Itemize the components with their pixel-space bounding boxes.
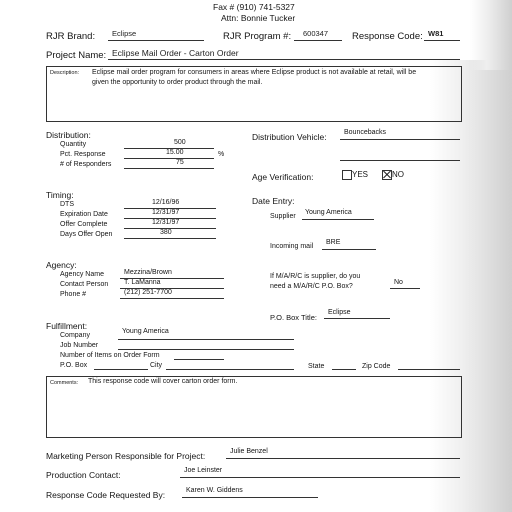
production-contact-underline xyxy=(180,477,460,478)
no-label: NO xyxy=(392,170,404,180)
incoming-mail-value: BRE xyxy=(326,239,341,246)
program-underline xyxy=(294,40,342,41)
brand-value: Eclipse xyxy=(112,29,137,38)
yes-label: YES xyxy=(352,170,369,180)
project-value: Eclipse Mail Order - Carton Order xyxy=(112,48,239,58)
offer-complete-label: Offer Complete xyxy=(60,221,108,228)
requested-by-label: Response Code Requested By: xyxy=(46,490,166,500)
city-underline xyxy=(166,369,294,370)
marc-question-underline xyxy=(390,288,420,289)
company-underline xyxy=(118,339,294,340)
response-code-value: W81 xyxy=(428,29,444,38)
responders-value: 75 xyxy=(176,159,184,166)
age-no-option[interactable] xyxy=(382,170,404,180)
description-label: Description: xyxy=(50,70,80,76)
company-label: Company xyxy=(60,332,90,339)
vehicle-label: Distribution Vehicle: xyxy=(252,132,327,142)
vehicle-underline-2 xyxy=(340,160,460,161)
brand-label: RJR Brand: xyxy=(46,31,96,42)
pct-response-value: 15.00 xyxy=(166,149,184,156)
incoming-mail-underline xyxy=(322,249,376,250)
distribution-title: Distribution: xyxy=(46,130,91,140)
supplier-label: Supplier xyxy=(270,213,296,220)
scan-shadow xyxy=(470,0,512,70)
pct-response-label: Pct. Response xyxy=(60,151,106,158)
requested-by-underline xyxy=(182,497,318,498)
comments-text: This response code will cover carton order form. xyxy=(88,378,238,385)
days-open-value: 380 xyxy=(160,229,172,236)
yes-checkbox[interactable] xyxy=(342,170,352,180)
project-underline xyxy=(108,59,460,60)
quantity-value: 500 xyxy=(174,139,186,146)
company-value: Young America xyxy=(122,328,169,335)
description-line-2: given the opportunity to order product through the mail. xyxy=(92,79,263,86)
agency-name-value: Mezzina/Brown xyxy=(124,269,172,276)
scan-shadow xyxy=(430,60,512,512)
supplier-underline xyxy=(302,219,374,220)
fax-number: Fax # (910) 741-5327 xyxy=(213,2,295,12)
vehicle-value: Bouncebacks xyxy=(344,129,387,136)
marc-question-line-2: need a M/A/R/C P.O. Box? xyxy=(270,283,353,290)
po-box-title-value: Eclipse xyxy=(328,309,351,316)
items-on-order-label: Number of Items on Order Form xyxy=(60,352,160,359)
timing-title: Timing: xyxy=(46,190,74,200)
dts-value: 12/16/96 xyxy=(152,199,180,206)
response-code-underline xyxy=(424,40,460,41)
program-value: 600347 xyxy=(303,29,329,38)
job-number-underline xyxy=(118,349,294,350)
state-underline xyxy=(332,369,356,370)
zip-code-label: Zip Code xyxy=(362,363,391,370)
incoming-mail-label: Incoming mail xyxy=(270,243,314,250)
brand-underline xyxy=(108,40,204,41)
marketing-person-underline xyxy=(226,458,460,459)
quantity-label: Quantity xyxy=(60,141,87,148)
agency-title: Agency: xyxy=(46,260,77,270)
city-label: City xyxy=(150,362,163,369)
expiration-value: 12/31/97 xyxy=(152,209,180,216)
items-on-order-underline xyxy=(174,359,224,360)
attention-line: Attn: Bonnie Tucker xyxy=(221,13,296,23)
comments-box xyxy=(46,376,462,438)
date-entry-title: Date Entry: xyxy=(252,196,295,206)
pct-underline xyxy=(124,158,214,159)
age-verification-label: Age Verification: xyxy=(252,172,314,182)
contact-person-label: Contact Person xyxy=(60,281,109,288)
supplier-value: Young America xyxy=(305,209,352,216)
description-line-1: Eclipse mail order program for consumers in areas where Eclipse product is not available at retail, will be xyxy=(92,69,417,76)
days-open-label: Days Offer Open xyxy=(60,231,113,238)
expiration-label: Expiration Date xyxy=(60,211,108,218)
job-number-label: Job Number xyxy=(60,342,99,349)
dts-label: DTS xyxy=(60,201,74,208)
project-label: Project Name: xyxy=(46,50,107,61)
phone-label: Phone # xyxy=(60,291,87,298)
phone-value: (212) 251-7700 xyxy=(124,289,172,296)
po-box-underline xyxy=(94,369,148,370)
production-contact-label: Production Contact: xyxy=(46,470,121,480)
offer-complete-value: 12/31/97 xyxy=(152,219,180,226)
response-code-label: Response Code: xyxy=(352,31,423,42)
marketing-person-label: Marketing Person Responsible for Project: xyxy=(46,451,206,461)
pct-unit: % xyxy=(218,151,225,158)
contact-person-value: T. LaManna xyxy=(124,279,161,286)
zip-code-underline xyxy=(398,369,460,370)
marc-question-line-1: If M/A/R/C is supplier, do you xyxy=(270,273,361,280)
po-box-title-underline xyxy=(324,318,390,319)
agency-name-label: Agency Name xyxy=(60,271,104,278)
no-checkbox[interactable] xyxy=(382,170,392,180)
comments-label: Comments: xyxy=(50,380,79,386)
state-label: State xyxy=(308,363,325,370)
marketing-person-value: Julie Benzel xyxy=(230,448,268,455)
po-box-title-label: P.O. Box Title: xyxy=(270,313,317,322)
responders-label: # of Responders xyxy=(60,161,112,168)
responders-underline xyxy=(124,168,214,169)
production-contact-value: Joe Leinster xyxy=(184,467,223,474)
program-label: RJR Program #: xyxy=(223,31,292,42)
age-yes-option[interactable] xyxy=(342,170,368,180)
marc-question-value: No xyxy=(394,279,403,286)
po-box-label: P.O. Box xyxy=(60,362,88,369)
days-open-underline xyxy=(124,238,216,239)
fulfillment-title: Fulfillment: xyxy=(46,321,88,331)
requested-by-value: Karen W. Giddens xyxy=(186,487,243,494)
phone-underline xyxy=(120,298,224,299)
vehicle-underline xyxy=(340,139,460,140)
